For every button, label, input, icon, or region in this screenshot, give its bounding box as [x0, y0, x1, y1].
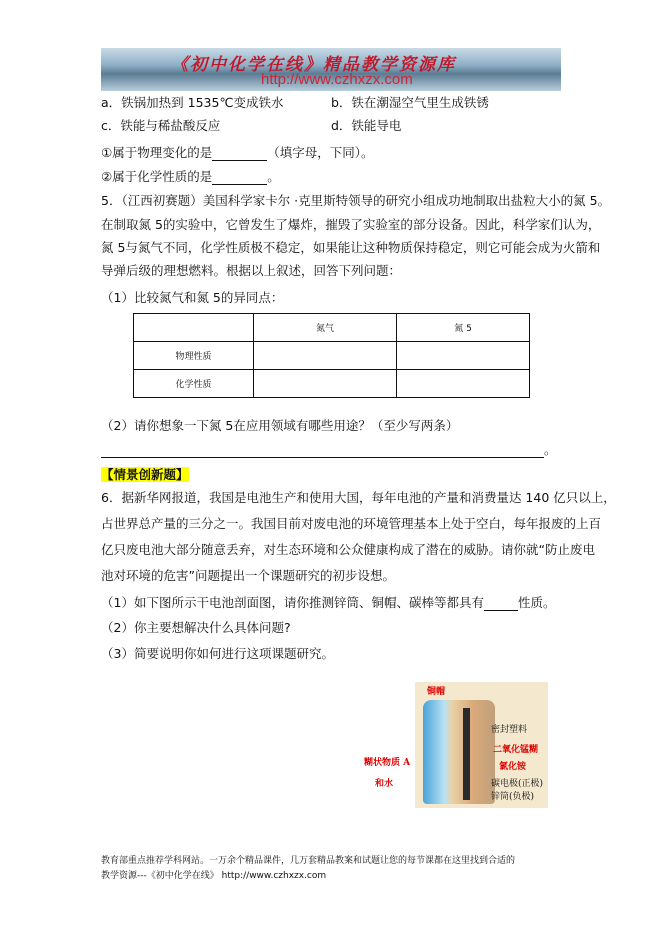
q6-line: 占世界总产量的三分之一。我国目前对废电池的环境管理基本上处于空白，每年报废的上百	[101, 516, 602, 531]
q6-line: 池对环境的危害”问题提出一个课题研究的初步设想。	[101, 568, 395, 583]
header-n5: 氮 5	[397, 314, 530, 342]
answer-blank[interactable]	[101, 445, 544, 458]
q6-line: 6．据新华网报道，我国是电池生产和使用大国，每年电池的产量和消费量达 140 亿只以上，	[101, 490, 616, 505]
option-d: d．铁能导电	[331, 118, 402, 133]
q5-part1: （1）比较氮气和氮 5的异同点：	[101, 290, 284, 305]
q5-line: 导弹后级的理想燃料。根据以上叙述，回答下列问题：	[101, 263, 402, 278]
answer-blank[interactable]	[484, 598, 518, 611]
q6-line: 亿只废电池大部分随意丢弃，对生态环境和公众健康构成了潜在的威胁。请你就“防止废电	[101, 542, 595, 557]
battery-cutaway	[423, 700, 495, 804]
q5-line: 5．（江西初赛题）美国科学家卡尔 ·克里斯特领导的研究小组成功地制取出盐粒大小的氮 5。	[101, 193, 611, 208]
footer-line1: 教育部重点推荐学科网站。一万余个精品课件，几万套精品教案和试题让您的每节课都在这里找到合适的	[101, 856, 516, 866]
answer-blank[interactable]	[212, 172, 267, 185]
option-a: a．铁锅加热到 1535℃变成铁水	[101, 95, 284, 110]
q5-part2: （2）请你想象一下氮 5在应用领域有哪些用途？（至少写两条）	[101, 418, 459, 433]
section-tag: 【情景创新题】	[101, 467, 189, 482]
q5-line: 在制取氮 5的实验中，它曾发生了爆炸，摧毁了实验室的部分设备。因此，科学家们认为，	[101, 217, 601, 232]
sub-question-2: ②属于化学性质的是 。	[101, 169, 280, 184]
sub-question-1: ①属于物理变化的是 （填字母，下同）。	[101, 145, 374, 160]
option-c: c．铁能与稀盐酸反应	[101, 118, 221, 133]
carbon-rod	[463, 708, 470, 800]
comparison-table	[133, 313, 530, 398]
footer-url[interactable]: http://www.czhxzx.com	[221, 871, 327, 881]
q5-line: 氮 5与氮气不同，化学性质极不稳定，如果能让这种物质保持稳定，则它可能会成为火箭和	[101, 240, 601, 255]
header-nitrogen: 氮气	[254, 314, 397, 342]
site-banner	[101, 48, 561, 91]
q6-part2: （2）你主要想解决什么具体问题?	[101, 620, 291, 635]
label-paste: 糊状物质 A	[364, 758, 411, 768]
q6-part3: （3）简要说明你如何进行这项课题研究。	[101, 646, 334, 661]
footer-line2: 教学资源---《初中化学在线》 http://www.czhxzx.com	[101, 871, 327, 881]
row-chemical: 化学性质	[134, 370, 254, 398]
answer-line-row: 。	[101, 440, 557, 458]
label-water: 和水	[375, 779, 394, 789]
banner-title: 《初中化学在线》精品教学资源库	[171, 55, 456, 75]
banner-url: http://www.czhxzx.com	[261, 71, 413, 88]
answer-blank[interactable]	[212, 148, 267, 161]
battery-diagram: 铜帽 密封塑料 二氧化锰糊 氯化铵 碳电极(正极) 锌筒(负极)	[415, 682, 548, 808]
option-b: b．铁在潮湿空气里生成铁锈	[331, 95, 489, 110]
q6-part1: （1）如下图所示干电池剖面图，请你推测锌筒、铜帽、碳棒等都具有 性质。	[101, 595, 556, 610]
row-physical: 物理性质	[134, 342, 254, 370]
